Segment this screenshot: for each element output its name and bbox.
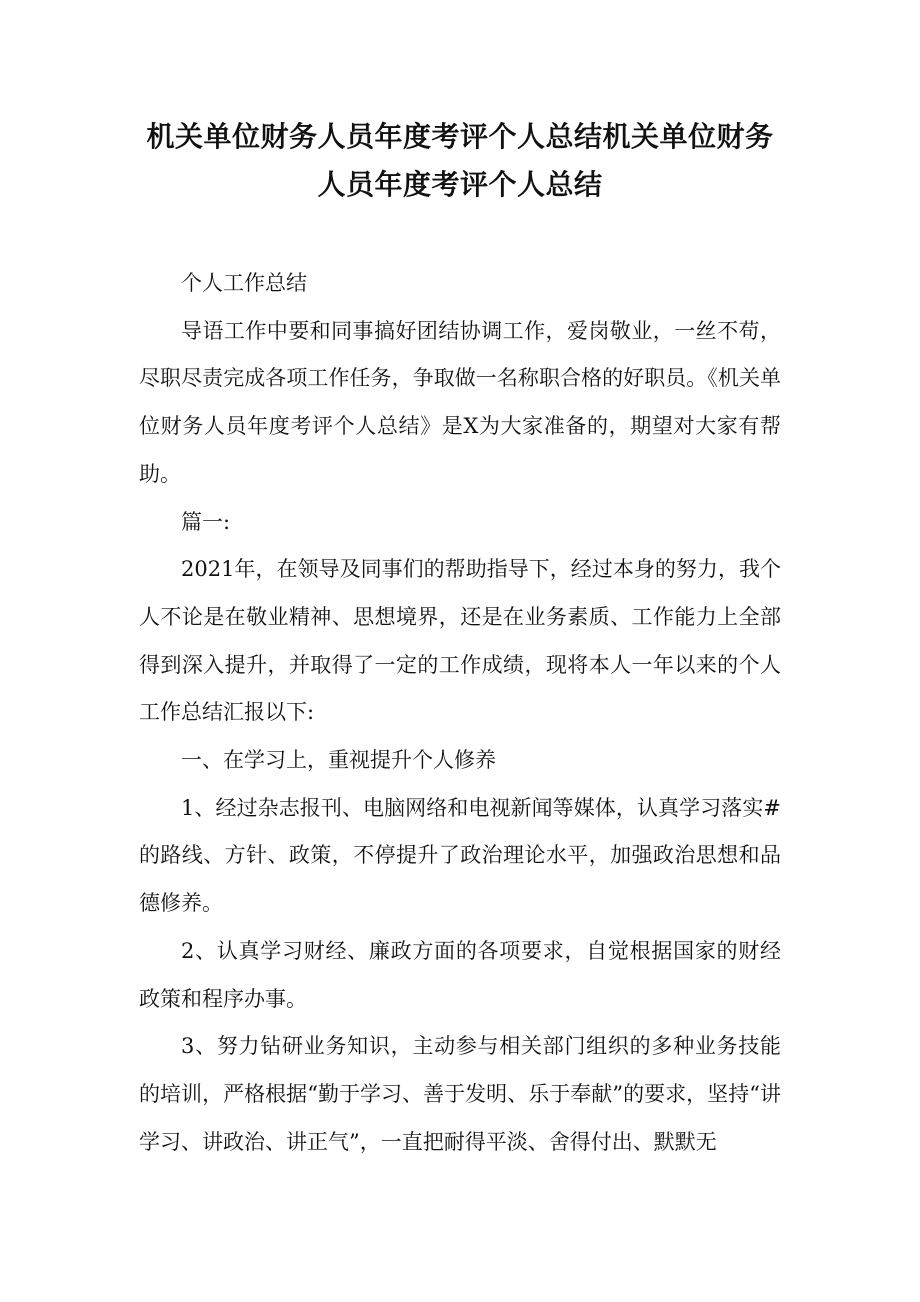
document-title: 机关单位财务人员年度考评个人总结机关单位财务人员年度考评个人总结 (146, 120, 774, 201)
body-paragraph: 2021年，在领导及同事们的帮助指导下，经过本身的努力，我个人不论是在敬业精神、思想境界，还是在业务素质、工作能力上全部得到深入提升，并取得了一定的工作成绩，现将本人一年以来的个人工作总结汇报以下: (139, 557, 781, 725)
section-heading: 个人工作总结 (181, 271, 307, 295)
body-paragraph: 2、认真学习财经、廉政方面的各项要求，自觉根据国家的财经政策和程序办事。 (139, 938, 781, 1011)
section-heading: 篇一: (181, 509, 231, 534)
body-paragraph: 1、经过杂志报刊、电脑网络和电视新闻等媒体，认真学习落实#的路线、方针、政策，不停提升了政治理论水平，加强政治思想和品德修养。 (139, 795, 781, 916)
section-heading: 一、在学习上，重视提升个人修养 (181, 748, 496, 773)
body-paragraph: 导语工作中要和同事搞好团结协调工作，爱岗敬业，一丝不苟，尽职尽责完成各项工作任务，争取做一名称职合格的好职员。《机关单位财务人员年度考评个人总结》是X为大家准备的，期望对大家有帮助。 (139, 318, 781, 486)
body-paragraph: 3、努力钻研业务知识，主动参与相关部门组织的多种业务技能的培训，严格根据“勤于学习、善于发明、乐于奉献”的要求，坚持“讲学习、讲政治、讲正气”，一直把耐得平淡、舍得付出、默默无 (139, 1034, 781, 1154)
document-body (139, 260, 781, 1166)
